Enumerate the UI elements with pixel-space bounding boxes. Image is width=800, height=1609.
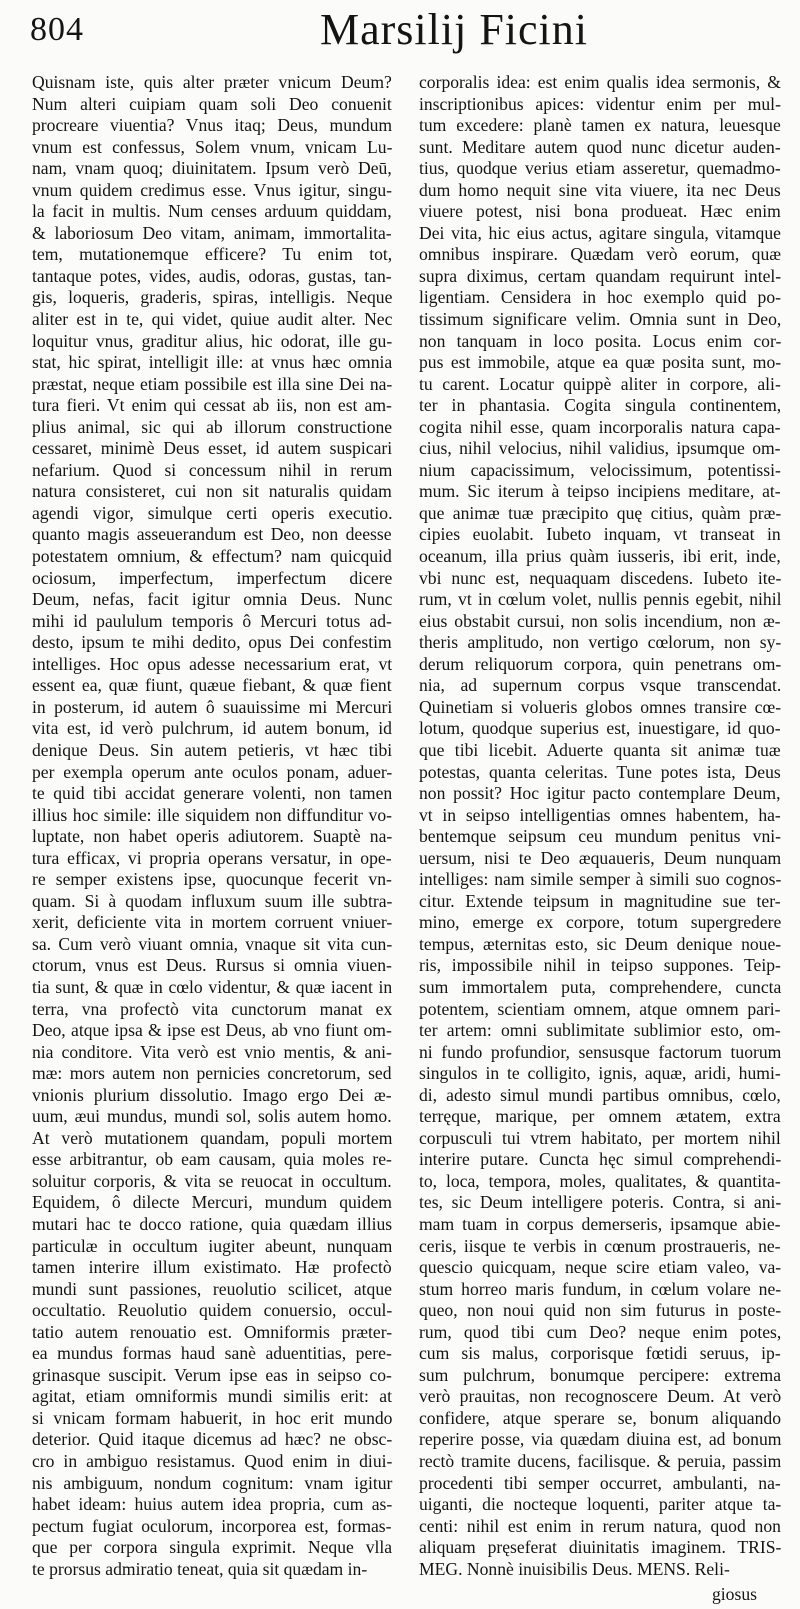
right-column-line: non tanquam in loco posita. Locus enim cor-	[419, 330, 782, 351]
right-column-line: derum reliquorum corpora, quin penetrans om-	[419, 653, 782, 674]
right-column-line: mam tuam in corpus demerseris, ipsamque abie-	[419, 1213, 781, 1234]
right-column-line: sum pulchrum, bonumque percipere: extrema	[419, 1364, 782, 1385]
right-column-line: rum, vt in cœlum volet, nullis pennis egebit, nihil	[419, 589, 782, 610]
right-column-line: centi: nihil est enim in rerum natura, quod non	[419, 1515, 781, 1536]
left-column-line: vnum est confessus, Solem vnum, vnicam Lu-	[32, 136, 393, 157]
right-column-line: terręque, marique, per omnem ætatem, extra	[419, 1106, 781, 1127]
left-column-line: terra, vna profectò vita cunctorum manat ex	[32, 998, 393, 1019]
right-column-line: ceris, iisque te verbis in cœnum prostraueris, ne-	[419, 1235, 781, 1256]
left-column-line: mihi id paululum temporis ô Mercuri totus ad-	[32, 610, 392, 631]
left-column-line: ea mundus formas haud sanè aduentitias, pere-	[32, 1343, 392, 1364]
left-column-line: grinasque suscipit. Verum ipse eas in seipso co-	[32, 1364, 392, 1385]
right-column-line: sunt. Meditare autem quod nunc dicetur auden-	[419, 136, 781, 157]
right-column-line: nium capacissimum, velocissimum, potentissi-	[419, 459, 781, 480]
left-column-line: tatio autem renouatio est. Omniformis præter-	[32, 1321, 393, 1342]
right-column-line: procedenti tibi semper occurret, ambulanti, na-	[419, 1472, 781, 1493]
left-column-line: Deum, nefas, facit igitur omnia Deus. Nunc	[32, 589, 393, 610]
left-column-line: vnionis plurium dissolutio. Imago ergo Dei æ-	[32, 1084, 392, 1105]
left-column-line: vita est, id verò pulchrum, id autem bonum, id	[32, 718, 392, 739]
right-column-line: bentemque seipsum ceu mundum penitus vni-	[419, 826, 781, 847]
right-column-line: non possit? Hoc igitur pacto contemplare Deum,	[419, 783, 781, 804]
right-text-column	[419, 72, 781, 1580]
right-column-line: dum homo nequit sine vita viuere, ita nec Deus	[419, 179, 781, 200]
right-column-line: uersum, nisi te Deo æquaueris, Deum nunquam	[419, 847, 782, 868]
left-column-line: tia sunt, & quæ in cœlo videntur, & quæ iacent in	[32, 976, 393, 997]
left-column-line: habet ideam: huius autem idea propria, cum as-	[32, 1494, 393, 1515]
right-column-line: uiganti, die nocteque loquenti, pariter atque ta-	[419, 1494, 782, 1515]
right-column-line: potestas, quanta celeritas. Tune potes ista, Deus	[419, 761, 781, 782]
right-column-line: tu carent. Locatur quippè aliter in corpore, ali-	[419, 373, 781, 394]
right-column-line: ni fundo profundior, sensusque factorum tuorum	[419, 1041, 782, 1062]
right-column-line: citur. Extende teipsum in magnitudine sue ter-	[419, 890, 781, 911]
left-column-line: Equidem, ô dilecte Mercuri, mundum quidem	[32, 1192, 392, 1213]
right-column-line: aliquam pręseferat diuinitatis imaginem. TRIS-	[419, 1537, 782, 1558]
left-column-line: plius animal, sic qui ab illorum constructione	[32, 416, 393, 437]
right-column-line: verò prauitas, non recognoscere Deum. At verò	[419, 1386, 782, 1407]
right-column-line: nia, ad supernum corpus vsque transcendat.	[419, 675, 782, 696]
left-column-line: intelliges. Hoc opus adesse necessarium erat, vt	[32, 653, 393, 674]
left-column-line: tem, mutationemque efficere? Tu enim tot,	[32, 244, 393, 265]
right-column-line: lotum, quodque superius est, inuestigare, id quo-	[419, 718, 781, 739]
left-column-line: esse arbitrantur, ob eam causam, quia moles re-	[32, 1149, 392, 1170]
left-column-line: deterior. Quid itaque dicemus ad hæc? ne obsc-	[32, 1429, 393, 1450]
right-column-line: que animæ tuæ præcipito quę citius, quàm præ-	[419, 502, 782, 523]
right-column-line: cius, nihil velocius, nihil validius, ipsumque om-	[419, 438, 781, 459]
left-column-line: agitat, etiam omniformis mundi similis erit: at	[32, 1386, 392, 1407]
right-column-line: potentem, scientiam omnem, atque omnem pari-	[419, 998, 781, 1019]
left-column-line: tura fieri. Vt enim qui cessat ab iis, non est am-	[32, 395, 392, 416]
right-column-line: corporalis idea: est enim qualis idea sermonis, &	[419, 72, 781, 92]
right-column-line: mino, emerge ex corpore, totum supergredere	[419, 912, 782, 933]
left-column-line: luptate, non habet operis adiutorem. Suaptè na-	[32, 826, 393, 847]
right-column-line: intelliges: nam simile semper à simili suo cognos-	[419, 869, 782, 890]
right-column-line: cipies euolabit. Iubeto inquam, vt transeat in	[419, 524, 781, 545]
left-column-line: in posterum, id autem ô suauissime mi Mercuri	[32, 696, 393, 717]
right-column-line: ter artem: omni sublimitate sublimior esto, om-	[419, 1020, 781, 1041]
left-column-line: natura consisteret, cui non sit naturalis quidam	[32, 481, 392, 502]
right-column-line: omnibus inspirare. Quædam verò eorum, quæ	[419, 244, 782, 265]
left-column-line: nam, vnam quoq; diuinitatem. Ipsum verò Deū,	[32, 158, 392, 179]
catchword: giosus	[712, 1584, 757, 1604]
right-column-line: reperire posse, via quædam diuina est, ad bonum	[419, 1429, 782, 1450]
left-column-line: desto, ipsum te mihi dedito, opus Dei confestim	[32, 632, 392, 653]
left-column-line: Num alteri cuipiam quam soli Deo conuenit	[32, 93, 392, 114]
left-column-line: nefarium. Quod si concessum nihil in rerum	[32, 459, 393, 480]
right-column-line: theris amplitudo, non vertigo cœlorum, non sy-	[419, 632, 782, 653]
left-column-line: quam. Si à quodam influxum suum ille subtra-	[32, 890, 393, 911]
left-column-line: aliter est in te, qui videt, quiue audit alter. Nec	[32, 309, 393, 330]
right-column-line: stum horreo maris fundum, in cœlum volare ne-	[419, 1278, 782, 1299]
right-column-line: ris, impossibile nihil in teipso suppones. Teip-	[419, 955, 781, 976]
left-column-line: vnum quidem credimus esse. Vnus igitur, singu-	[32, 179, 393, 200]
right-column-line: pus est immobile, atque ea quæ posita sunt, mo-	[419, 352, 782, 373]
left-column-line: mutari hac te docco ratione, quia quædam illius	[32, 1213, 393, 1234]
right-column-line: di, adesto simul mundi partibus omnibus, cœlo,	[419, 1084, 781, 1105]
left-column-line: At verò mutationem quandam, populi mortem	[32, 1127, 393, 1148]
right-column-line: viuere potest, nisi bona produeat. Hæc enim	[419, 201, 781, 222]
left-column-line: mundi sunt passiones, reuolutio scilicet, atque	[32, 1278, 392, 1299]
right-column-line: inscriptionibus apices: videntur enim per mul-	[419, 93, 781, 114]
right-column-line: corpusculi tui vtrem habitato, per mortem nihil	[419, 1127, 781, 1148]
right-column-line: to, loca, tempora, moles, qualitates, & quantita-	[419, 1170, 781, 1191]
right-column-line: Dei vita, hic eius actus, agitare singula, vitamque	[419, 222, 781, 243]
left-column-line: nis ambiguum, nondum cognitum: vnam igitur	[32, 1472, 393, 1493]
left-column-line: denique Deus. Sin autem petieris, vt hæc tibi	[32, 739, 393, 760]
page-number: 804	[30, 11, 84, 48]
left-column-line: ociosum, imperfectum, imperfectum dicere	[32, 567, 393, 588]
left-column-line: quanto magis asseuerandum est Deo, non deesse	[32, 524, 392, 545]
left-column-line: potestatem omnium, & effectum? nam quicquid	[32, 546, 392, 567]
right-column-line: que tibi licebit. Aduerte quanta sit animæ tuæ	[419, 739, 781, 760]
left-column-line: tura efficax, vi propria operans versatur, in ope-	[32, 847, 392, 868]
left-column-line: agendi vigor, simulque certi operis executio.	[32, 502, 393, 523]
right-column-line: cogita nihil esse, quam incorporalis natura capa-	[419, 416, 781, 437]
left-column-line: cessaret, minimè Deus esset, id autem suspicari	[32, 438, 393, 459]
right-column-line: eius obstabit cursui, non solis incendium, non æ-	[419, 610, 781, 631]
left-column-line: Deo, atque ipsa & ipse est Deus, ab vno fiunt om-	[32, 1020, 392, 1041]
left-column-line: occultatio. Reuolutio quidem conuersio, occul-	[32, 1300, 393, 1321]
left-column-line: uum, æui mundus, mundi sol, solis autem homo.	[32, 1106, 392, 1127]
left-text-column	[32, 72, 392, 1580]
right-column-line: vbi nunc est, nequaquam discedens. Iubeto ite-	[419, 567, 782, 588]
left-column-line: pectum fugiat oculorum, incorporea est, formas-	[32, 1515, 392, 1536]
page-header	[0, 0, 800, 62]
left-column-line: tamen interire illum existimato. Hæ profectò	[32, 1257, 392, 1278]
right-column-line: supra diximus, certam quandam requirunt intel-	[419, 265, 782, 286]
left-column-line: soluitur corporis, & vita se reuocat in occultum.	[32, 1170, 392, 1191]
left-column-line: te prorsus admiratio teneat, quia sit quædam in-	[32, 1558, 368, 1579]
left-column-line: particulæ in occultum iugiter abeunt, nunquam	[32, 1235, 393, 1256]
right-column-line: mum. Sic iterum à teipso incipiens meditare, at-	[419, 481, 781, 502]
right-column-line: tum excedere: planè tamen ex natura, leuesque	[419, 115, 781, 136]
left-column-line: la facit in multis. Num censes arduum quiddam,	[32, 201, 392, 222]
left-column-line: procreare viuentia? Vnus itaq; Deus, mundum	[32, 115, 393, 136]
right-column-line: rectò tramite ducens, facilisque. & peruia, passim	[419, 1451, 782, 1471]
right-column-line: quescio quicquam, neque scire etiam valeo, va-	[419, 1257, 782, 1278]
right-column-line: oceanum, illa prius quàm iusseris, ibi erit, inde,	[419, 546, 781, 567]
left-column-line: essent ea, quæ fiunt, quæue fiebant, & quæ fient	[32, 675, 392, 696]
right-column-line: ter in phantasia. Cogita singula continentem,	[419, 395, 782, 416]
right-column-line: tissimum significare velim. Omnia sunt in Deo,	[419, 309, 782, 330]
left-column-line: mæ: mors autem non pernicies concretorum, sed	[32, 1063, 392, 1084]
left-column-line: xerit, deficiente vita in mortem corruent vniuer-	[32, 912, 393, 933]
right-column-line: rum, quod tibi cum Deo? neque enim potes,	[419, 1321, 782, 1342]
left-column-line: tantaque potes, vides, audis, odoras, gustas, tan-	[32, 265, 392, 286]
right-column-line: tes, sic Deum intelligere poteris. Contra, si ani-	[419, 1192, 782, 1213]
right-column-line: interire putare. Cuncta hęc simul comprehendi-	[419, 1149, 782, 1170]
left-column-line: & laboriosum Deo vitam, animam, immortalita-	[32, 222, 392, 243]
left-column-line: re semper existens ipse, quocunque fecerit vn-	[32, 869, 392, 890]
right-column-line: singulos in te colligito, ignis, aquæ, aridi, humi-	[419, 1063, 781, 1084]
left-column-line: præstat, neque etiam possibile est illa sine Dei na-	[32, 373, 393, 394]
right-column-line: tius, quodque verius etiam asseretur, quemadmo-	[419, 158, 781, 179]
left-column-line: sa. Cum verò viuant omnia, vnaque sit vita cun-	[32, 933, 393, 954]
right-column-line: vt in seipso intelligentias omnes habentem, ha-	[419, 804, 781, 825]
left-column-line: gis, loqueris, graderis, spiras, intelligis. Neque	[32, 287, 393, 308]
left-column-line: illius hoc simile: ille siquidem non diffunditur vo-	[32, 804, 392, 825]
right-column-line: queo, non noui quid non sim futurus in poste-	[419, 1300, 782, 1321]
left-column-line: si vnicam formam habuerit, in hoc erit mundo	[32, 1407, 393, 1428]
right-column-line: sum immortalem puta, comprehendere, cuncta	[419, 976, 782, 997]
right-column-line: cum sis malus, corporisque fœtidi seruus, ip-	[419, 1343, 781, 1364]
left-column-line: stat, hic spirat, intelligit ille: at vnus hæc omnia	[32, 352, 393, 373]
right-column-line: tempus, æternitas esto, sic Deum denique noue-	[419, 933, 782, 954]
right-column-line: MEG. Nonnè inuisibilis Deus. MENS. Reli-	[419, 1558, 730, 1579]
right-column-line: Quinetiam si volueris globos omnes transire cœ-	[419, 696, 782, 717]
left-column-line: ctorum, vnus est Deus. Rursus si omnia viuen-	[32, 955, 392, 976]
right-column-line: confidere, atque sperare se, bonum aliquando	[419, 1407, 782, 1428]
left-column-line: nia conditore. Vita verò est vnio mentis, & ani-	[32, 1041, 392, 1062]
left-column-line: loquitur vnus, graditur alius, hic odorat, ille gu-	[32, 330, 393, 351]
left-column-line: Quisnam iste, quis alter præter vnicum Deum?	[32, 72, 392, 92]
right-column-line: ligentiam. Censidera in hoc exemplo quid po-	[419, 287, 782, 308]
left-column-line: que per corpora singula exprimit. Neque vlla	[32, 1537, 393, 1558]
left-column-line: te quid tibi accidat generare volenti, non tamen	[32, 783, 393, 804]
left-column-line: per exempla operum ante oculos ponam, aduer-	[32, 761, 393, 782]
running-head-title: Marsilij Ficini	[320, 5, 588, 54]
left-column-line: cro in ambiguo resistamus. Quod enim in diui-	[32, 1451, 393, 1471]
